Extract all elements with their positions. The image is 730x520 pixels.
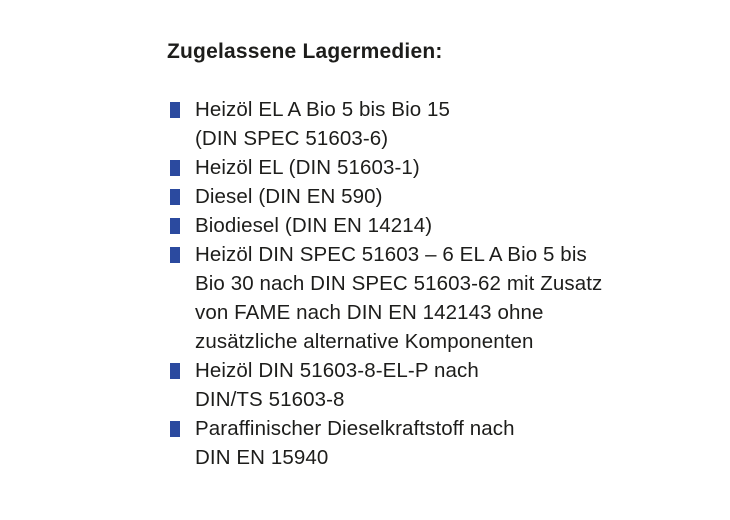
list-item-line: Diesel (DIN EN 590) — [195, 185, 383, 208]
list-item — [167, 356, 647, 414]
list-item-text — [195, 240, 602, 356]
list-item — [167, 240, 647, 356]
square-bullet-icon — [170, 102, 180, 118]
list-item-text — [195, 414, 515, 472]
list-item — [167, 153, 647, 182]
list-item-line: DIN/TS 51603-8 — [195, 388, 345, 411]
list-item-text — [195, 211, 432, 240]
list-item-text — [195, 356, 479, 414]
list-item — [167, 182, 647, 211]
square-bullet-icon — [170, 363, 180, 379]
document-page — [167, 40, 647, 472]
list-item-line: Heizöl DIN 51603-8-EL-P nach — [195, 359, 479, 382]
square-bullet-icon — [170, 247, 180, 263]
list-item-line: Bio 30 nach DIN SPEC 51603-62 mit Zusatz — [195, 272, 603, 295]
square-bullet-icon — [170, 189, 180, 205]
square-bullet-icon — [170, 218, 180, 234]
list-item-text — [195, 182, 383, 211]
list-item-line: von FAME nach DIN EN 142143 ohne — [195, 301, 544, 324]
list-item-line: DIN EN 15940 — [195, 446, 329, 469]
list-item-line: Heizöl EL A Bio 5 bis Bio 15 — [195, 98, 451, 121]
list-item-line: zusätzliche alternative Komponenten — [195, 330, 534, 353]
list-item-line: Paraffinischer Dieselkraftstoff nach — [195, 417, 515, 440]
square-bullet-icon — [170, 421, 180, 437]
storage-media-list — [167, 95, 647, 472]
list-item-line: Heizöl DIN SPEC 51603 – 6 EL A Bio 5 bis — [195, 243, 587, 266]
square-bullet-icon — [170, 160, 180, 176]
list-item — [167, 211, 647, 240]
list-item-text — [195, 153, 420, 182]
list-item — [167, 414, 647, 472]
section-heading: Zugelassene Lagermedien: — [167, 40, 443, 63]
list-item-text — [195, 95, 450, 153]
list-item-line: Biodiesel (DIN EN 14214) — [195, 214, 433, 237]
list-item — [167, 95, 647, 153]
list-item-line: Heizöl EL (DIN 51603-1) — [195, 156, 420, 179]
list-item-line: (DIN SPEC 51603-6) — [195, 127, 389, 150]
